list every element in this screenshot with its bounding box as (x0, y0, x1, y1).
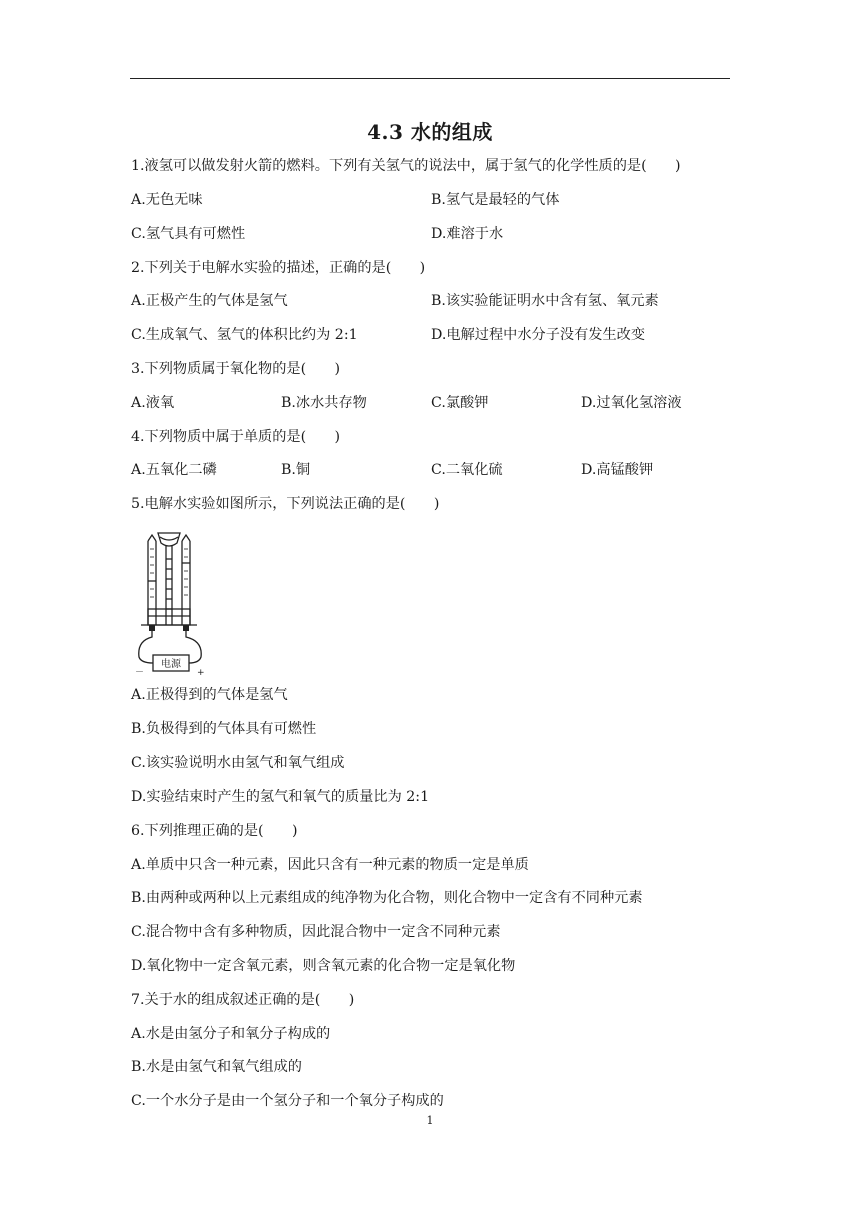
question-2-stem: 2.下列关于电解水实验的描述，正确的是( ) (131, 260, 426, 276)
page-title: 4.3 水的组成 (367, 120, 493, 144)
question-5-option-c: C.该实验说明水由氢气和氧气组成 (131, 755, 345, 771)
question-7-stem: 7.关于水的组成叙述正确的是( ) (131, 992, 355, 1008)
question-2-option-a: A.正极产生的气体是氢气 (131, 293, 288, 309)
question-1-option-b: B.氢气是最轻的气体 (431, 192, 560, 208)
question-4-option-a: A.五氧化二磷 (131, 462, 217, 478)
question-5-option-a: A.正极得到的气体是氢气 (131, 687, 288, 703)
question-3-option-d: D.过氧化氢溶液 (581, 395, 682, 411)
question-5-option-d: D.实验结束时产生的氢气和氧气的质量比为 2:1 (131, 789, 430, 805)
plus-sign: + (197, 668, 205, 677)
question-7-option-b: B.水是由氢气和氧气组成的 (131, 1059, 302, 1075)
question-3-option-c: C.氯酸钾 (431, 395, 489, 411)
question-6-option-d: D.氧化物中一定含氧元素，则含氧元素的化合物一定是氧化物 (131, 958, 516, 974)
question-5-stem: 5.电解水实验如图所示，下列说法正确的是( ) (131, 496, 440, 512)
question-4-option-b: B.铜 (281, 462, 311, 478)
question-1-option-a: A.无色无味 (131, 192, 203, 208)
question-4-stem: 4.下列物质中属于单质的是( ) (131, 429, 341, 445)
question-1-option-d: D.难溶于水 (431, 226, 504, 242)
question-3-option-a: A.液氧 (131, 395, 175, 411)
question-6-option-b: B.由两种或两种以上元素组成的纯净物为化合物，则化合物中一定含有不同种元素 (131, 890, 643, 906)
question-1-option-c: C.氢气具有可燃性 (131, 226, 246, 242)
question-1-stem: 1.液氢可以做发射火箭的燃料。下列有关氢气的说法中，属于氢气的化学性质的是( ) (131, 158, 681, 174)
electrolysis-apparatus-figure (131, 529, 211, 677)
question-6-option-a: A.单质中只含一种元素，因此只含有一种元素的物质一定是单质 (131, 857, 529, 873)
question-6-option-c: C.混合物中含有多种物质，因此混合物中一定含不同种元素 (131, 924, 501, 940)
question-3-stem: 3.下列物质属于氧化物的是( ) (131, 361, 341, 377)
question-6-stem: 6.下列推理正确的是( ) (131, 823, 298, 839)
minus-sign: － (135, 668, 145, 677)
question-4-option-d: D.高锰酸钾 (581, 462, 654, 478)
header-rule (130, 78, 730, 79)
question-7-option-a: A.水是由氢分子和氧分子构成的 (131, 1026, 331, 1042)
question-7-option-c: C.一个水分子是由一个氢分子和一个氧分子构成的 (131, 1093, 444, 1109)
question-4-option-c: C.二氧化硫 (431, 462, 503, 478)
question-3-option-b: B.冰水共存物 (281, 395, 367, 411)
question-2-option-b: B.该实验能证明水中含有氢、氧元素 (431, 293, 659, 309)
question-2-option-c: C.生成氧气、氢气的体积比约为 2:1 (131, 327, 358, 343)
power-supply-label: 电源 (161, 659, 181, 670)
question-5-option-b: B.负极得到的气体具有可燃性 (131, 721, 317, 737)
question-2-option-d: D.电解过程中水分子没有发生改变 (431, 327, 646, 343)
page-number: 1 (426, 1114, 434, 1127)
